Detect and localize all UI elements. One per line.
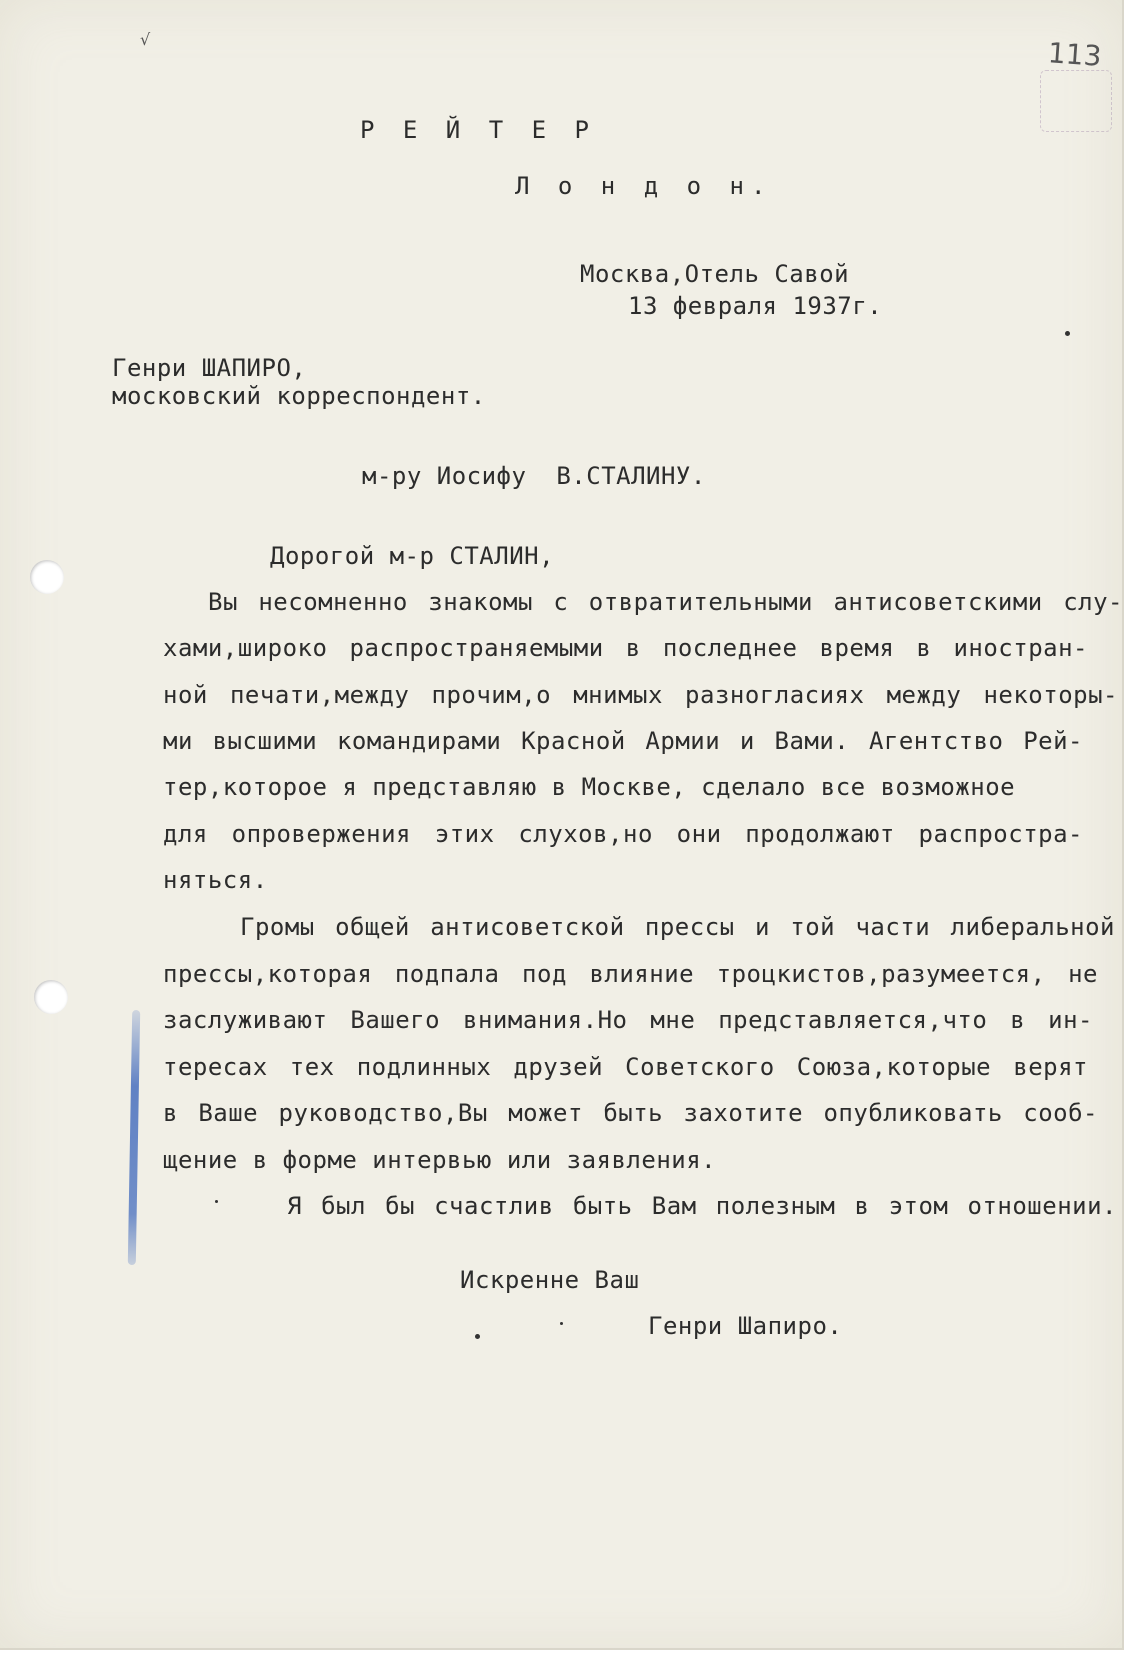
punch-hole-top (30, 560, 64, 594)
agency-city: Л о н д о н. (515, 172, 773, 200)
salutation: Дорогой м-р СТАЛИН, (270, 542, 555, 570)
folio-number: 113 (1046, 36, 1103, 73)
letter-date: 13 февраля 1937г. (628, 292, 883, 320)
body-line: Вы несомненно знакомы с отвратительными антисоветскими слу- (208, 588, 1123, 616)
body-line: прессы,которая подпала под влияние троцкистов,разумеется, не (163, 960, 1098, 988)
body-line: няться. (163, 866, 268, 894)
margin-pencil-mark (128, 1010, 140, 1265)
closing: Искренне Ваш (460, 1266, 640, 1294)
signature: Генри Шапиро. (648, 1312, 843, 1340)
ink-dot (1065, 331, 1070, 336)
ink-dot (560, 1322, 563, 1325)
check-mark: √ (140, 30, 151, 49)
body-line: Я был бы счастлив быть Вам полезным в этом отношении. (287, 1192, 1117, 1220)
faint-stamp (1040, 70, 1112, 132)
body-line: хами,широко распространяемыми в последнее время в иностран- (163, 634, 1088, 662)
agency-name: Р Е Й Т Е Р (360, 116, 596, 144)
body-line: в Ваше руководство,Вы может быть захотите опубликовать сооб- (163, 1099, 1098, 1127)
sender-name: Генри ШАПИРО, (112, 354, 307, 382)
body-line: для опровержения этих слухов,но они продолжают распростра- (163, 820, 1083, 848)
addressee-line: м-ру Иосифу В.СТАЛИНУ. (362, 462, 706, 490)
ink-dot (215, 1200, 218, 1203)
ink-dot (475, 1334, 480, 1339)
body-line: тересах тех подлинных друзей Советского Союза,которые верят (163, 1053, 1088, 1081)
body-line: заслуживают Вашего внимания.Но мне представляется,что в ин- (163, 1006, 1093, 1034)
letter-place: Москва,Отель Савой (580, 260, 850, 288)
body-line: щение в форме интервью или заявления. (163, 1146, 717, 1174)
sender-title: московский корреспондент. (112, 382, 486, 410)
body-line: Громы общей антисоветской прессы и той части либеральной (240, 913, 1115, 941)
body-line: ной печати,между прочим,о мнимых разногласиях между некоторы- (163, 681, 1118, 709)
punch-hole-bottom (34, 980, 68, 1014)
body-line: тер,которое я представляю в Москве, сделало все возможное (163, 773, 1016, 801)
body-line: ми высшими командирами Красной Армии и Вами. Агентство Рей- (163, 727, 1083, 755)
